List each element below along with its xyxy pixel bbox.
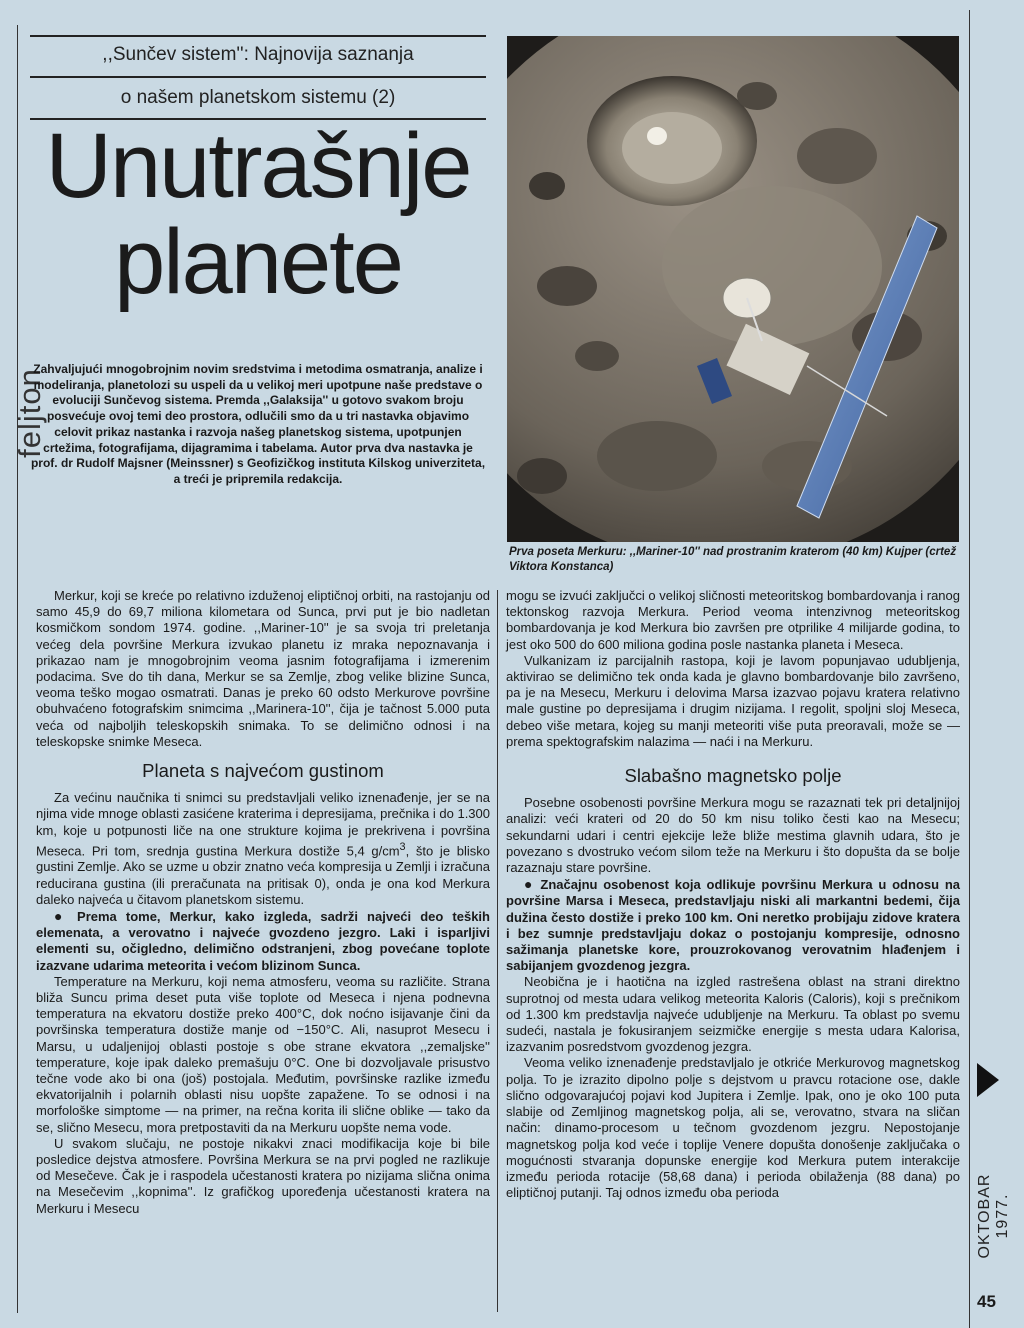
paragraph (36, 790, 490, 908)
right-column (506, 588, 960, 1201)
left-column (36, 588, 490, 1217)
highlight-paragraph (506, 876, 960, 974)
illustration-caption: Prva poseta Merkuru: ,,Mariner-10'' nad prostranim kraterom (40 km) Kujper (crtež Viktora Konstanca) (509, 546, 957, 573)
article-title (30, 115, 486, 313)
paragraph: Neobična je i haotična na izgled rastrešena oblast na strani direktno suprotnoj od mesta udara velikog meteorita Kaloris (Caloris), koji s prečnikom od 1.300 km predstavlja najveće udubljenje na Merkuru. Ta oblast po svemu sudeći, nastala je fokusiranjem seizmičke energije s mesta udara Kalorisa, izazvanim posredstvom gvozdenog jezgra. (506, 974, 960, 1055)
mariner-illustration (507, 36, 959, 542)
title-rule-2 (30, 76, 486, 78)
subheading: Slabašno magnetsko polje (624, 765, 842, 787)
paragraph: Temperature na Merkuru, koji nema atmosferu, veoma su različite. Strana bliža Suncu prima deset puta više toplote od Meseca i njena podnevna temperatura na ekvatoru dostiže preko 400°C, dok noćno isijavanje čini da površinska temperatura dostiže manje od −150°C. Ali, nasuprot Mesecu i Marsu, u udaljenijoj oblasti postoje s obe strane ekvatora ,,zemaljske'' temperature, koje ipak daleko premašuju 0°C. One bi dozvoljavale prisustvo tečne vode ako bi ona (još) postojala. Međutim, površinske razlike između ekvatorijalnih i polarnih oblasti nisu uopšte zapažene. To se odnosi i na morfološke simptome — na primer, na rečna korita ili slične oblike — tako da se, slično Mesecu, mora pretpostaviti da na Merkuru uopšte nema vode. (36, 973, 490, 1135)
subheading: Planeta s najvećom gustinom (142, 760, 384, 782)
bullet-icon: ● (524, 876, 535, 893)
paragraph: Vulkanizam iz parcijalnih rastopa, koji je lavom popunjavao udubljenja, aktivirao se delimično tek onda kada je glavno bombardovanje bilo završeno, pa je na Mesecu, Merkuru i delovima Marsa izazvao pojavu kratera relativno male gustine po depresijama i drugim nizijama. I regolit, spoljni sloj Meseca, debeo više metara, kojeg su manji meteoriti više puta preoravali, može se — prema spektografskim nalazima — naći i na Merkuru. (506, 652, 960, 749)
left-margin-rule (17, 25, 18, 1313)
series-title-line1: ,,Sunčev sistem'': Najnovija saznanja (102, 44, 414, 65)
page-number: 45 (977, 1292, 996, 1311)
bullet-icon: ● (54, 907, 68, 924)
article-title-line2: planete (114, 211, 402, 313)
paragraph: Posebne osobenosti površine Merkura mogu se razaznati tek pri detaljnijoj analizi: veći krateri od 20 do 50 km nisu toliko česti kao na Mesecu; sekundarni udari i centri ejekcije leže bliže mestima glavnih udara, što je povezano s dvostruko većom silom teže na Merkuru i što dopušta da se bolje razaznaju stare površine. (506, 795, 960, 876)
text-run: Za većinu naučnika ti snimci su predstavljali veliko iznenađenje, jer se na njima vide mnoge oblasti zasićene kraterima i depresijama, prečnika i do 1.300 km, koje u potpunosti liče na one strukture kojima je prekrivena i površina Meseca. Pri tom, srednja gustina Merkura dostiže 5,4 g/cm (36, 790, 490, 859)
article-title-line1: Unutrašnje (45, 115, 471, 217)
paragraph: Merkur, koji se kreće po relativno izduženoj eliptičnoj orbiti, na rastojanju od samo 45,9 do 69,7 miliona kilometara od Sunca, prvi put je bio nadletan kosmičkom sondom 1974. godine. ,,Mariner-10'' je sa svoja tri preletanja većeg dela površine Merkura izvukao planetu iz mraka nepoznavanja i prikazao nam je mnogobrojnim veoma jasnim fotografijama i izmerenim podacima. Sve do tih dana, Merkur se sa Zemlje, zbog velike blizine Sunca, veoma teško mogao osmatrati. Danas je preko 60 odsto Merkurove površine obuhvaćeno fotografskim snimcima ,,Marinera-10'', čija je tačnost 5.000 puta veća od najboljih teleskopskih snimaka. To se delimično odnosi i na teleskopske snimke Meseca. (36, 588, 490, 749)
paragraph: U svakom slučaju, ne postoje nikakvi znaci modifikacija koje bi bile posledice dejstva atmosfere. Površina Merkura se na prvi pogled ne razlikuje od Mesečeve. Čak je i raspodela učestanosti kratera po nizijama slična onima na Mesečevim ,,kopnima''. Iz grafičkog upoređenja učestanosti kratera na Merkuru i Mesecu (36, 1135, 490, 1216)
column-divider (497, 590, 498, 1312)
issue-date: OKTOBAR 1977. (976, 1173, 1011, 1259)
title-rule-1 (30, 35, 486, 37)
right-margin-rule (969, 10, 970, 1328)
section-label: feljton (12, 368, 47, 458)
continue-arrow-icon (977, 1063, 999, 1097)
highlight-paragraph (36, 908, 490, 974)
illustration-svg (507, 36, 959, 542)
paragraph: mogu se izvući zaključci o velikoj sličnosti meteoritskog bombardovanja i ranog tektonskog razvoja Merkura. Period veoma intenzivnog meteoritskog bombardovanja je kod Merkura bio završen pre otprilike 4 milijarde godina, to jest oko 500 do 600 miliona godina posle nastanka planeta i Meseca. (506, 588, 960, 652)
superscript: 3 (399, 840, 406, 853)
series-title-line2: o našem planetskom sistemu (2) (120, 87, 396, 108)
text-run: , što je blisko gustini Zemlje. Ako se uzme u obzir znatno veća kompresija u Zemlji i izračuna reducirana gustina (ili preračunata na pritisak 0), onda je ona kod Merkura daleko najveća u čitavom planetskom sistemu. (36, 843, 490, 907)
text-run: Značajnu osobenost koja odlikuje površinu Merkura u odnosu na površine Marsa i Meseca, predstavljaju niski ali markantni bedemi, čija dužina često dostiže i preko 100 km. Oni neretko probijaju zidove kratera i bez sumnje predstavljaju dokaz o postojanju kompresije, odnosno sažimanja planetske kore, prouzrokovanog verovatnim hlađenjem i sabijanjem gvozdenog jezgra. (506, 877, 960, 974)
text-run: Prema tome, Merkur, kako izgleda, sadrži najveći deo teških elemenata, a verovatno i najveće gvozdeno jezgro. Laki i isparljivi elementi su, očigledno, delimično odstranjeni, zbog povećane toplote izazvane udarima meteorita i većom blizinom Sunca. (36, 908, 490, 973)
paragraph: Veoma veliko iznenađenje predstavljalo je otkriće Merkurovog magnetskog polja. To je izrazito dipolno polje s dejstvom u pravcu rotacione ose, dakle slično odgovarajućoj pojavi kod Jupitera i Zemlje. Ipak, ono je oko 100 puta slabije od Zemljinog magnetskog polja, ali se, verovatno, stvara na sličan način: dinamo-procesom u tečnom gvozdenom jezgru. Nepostojanje magnetskog polja kod veće i toplije Venere dopušta donošenje zaključaka o mogućnosti stvaranja dopunske energije kod Merkura putem interakcije između perioda rotacije (58,68 dana) i perioda obilaženja (88 dana) po eliptičnoj putanji. Taj odnos između oba perioda (506, 1055, 960, 1201)
article-intro: Zahvaljujući mnogobrojnim novim sredstvima i metodima osmatranja, analize i modeliranja, planetolozi su uspeli da u velikoj meri upotpune naše predstave o evoluciji Sunčevog sistema. Premda ,,Galaksija'' u gotovo svakom broju posvećuje ovoj temi deo prostora, odlučili smo da u tri nastavka objavimo celovit prikaz nastanka i razvoja našeg planetskog sistema, upotpunjen crtežima, fotografijama, dijagramima i tabelama. Autor prva dva nastavka je prof. dr Rudolf Majsner (Meinssner) s Geofizičkog instituta Kilskog univerziteta, a treći je pripremila redakcija. (30, 362, 486, 486)
